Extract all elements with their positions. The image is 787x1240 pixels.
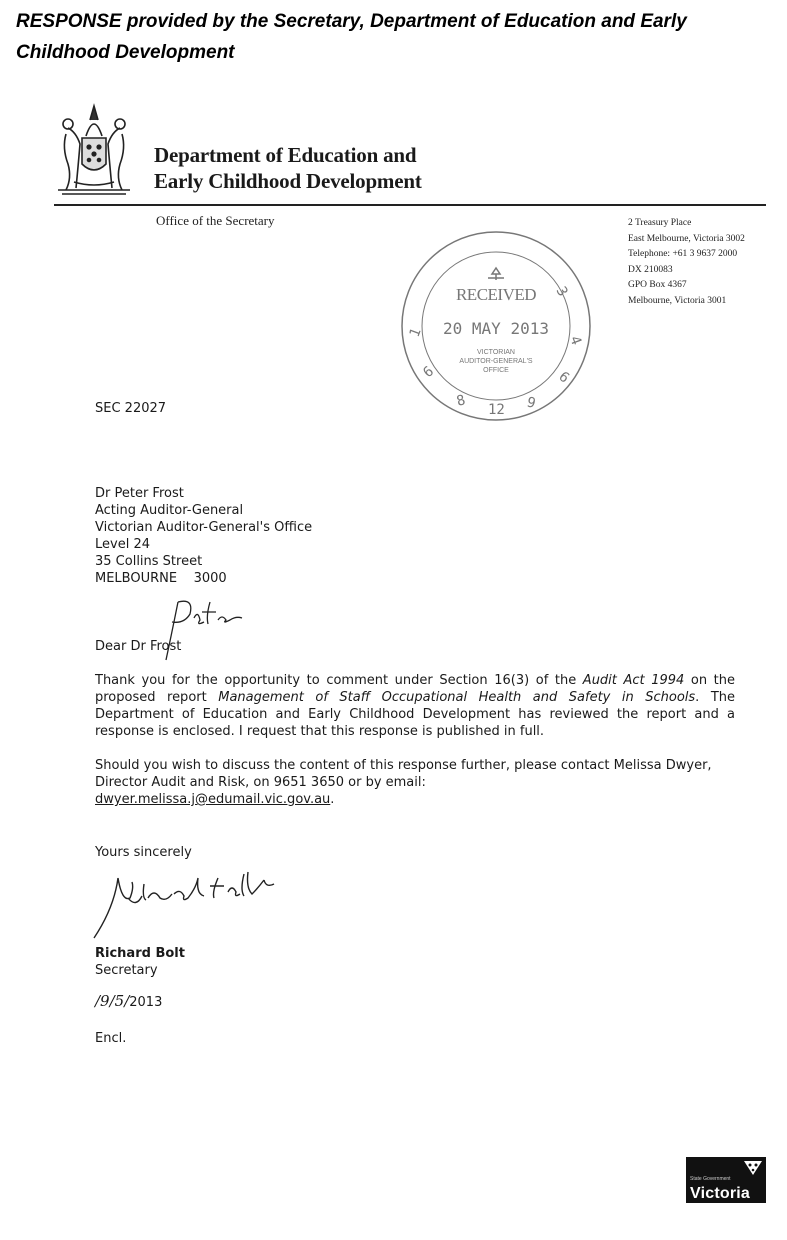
received-stamp bbox=[398, 228, 594, 424]
address-line: East Melbourne, Victoria 3002 bbox=[628, 233, 745, 244]
date-year: 2013 bbox=[129, 995, 163, 1010]
svg-text:6: 6 bbox=[420, 363, 438, 382]
letter-date bbox=[95, 993, 162, 1011]
signatory-title: Secretary bbox=[95, 963, 158, 978]
recipient-line: Level 24 bbox=[95, 537, 150, 552]
document-caption: RESPONSE provided by the Secretary, Department of Education and Early Childhood Development bbox=[16, 11, 687, 63]
para2-text: Should you wish to discuss the content of this response further, please contact Melissa Dwyer, Director Audit and Risk, on 9651 3650 or by email: bbox=[95, 758, 712, 790]
signatory-name: Richard Bolt bbox=[95, 946, 185, 961]
paragraph-contact bbox=[95, 757, 735, 808]
department-name-line1: Department of Education and bbox=[154, 143, 417, 167]
recipient-line: 35 Collins Street bbox=[95, 554, 203, 569]
stamp-received: RECEIVED bbox=[455, 285, 537, 304]
recipient-address bbox=[95, 485, 312, 587]
contact-email-link[interactable]: dwyer.melissa.j@edumail.vic.gov.au bbox=[95, 792, 331, 807]
svg-text:9: 9 bbox=[524, 394, 538, 413]
handwritten-date: /9/5/ bbox=[95, 992, 130, 1010]
para1-text: Thank you for the opportunity to comment under Section 16(3) of the bbox=[95, 673, 583, 688]
para1-text: on the proposed report bbox=[95, 673, 735, 705]
stamp-org-line1: VICTORIAN bbox=[477, 349, 515, 356]
victoria-stars-icon bbox=[742, 1159, 764, 1177]
enclosure-note: Encl. bbox=[95, 1031, 127, 1046]
report-title: Management of Staff Occupational Health and Safety in Schools bbox=[218, 690, 696, 705]
recipient-line: Victorian Auditor-General's Office bbox=[95, 520, 313, 535]
svg-text:1: 1 bbox=[406, 325, 425, 340]
department-name bbox=[154, 142, 422, 194]
coat-of-arms-icon bbox=[54, 98, 134, 198]
address-line: Telephone: +61 3 9637 2000 bbox=[628, 249, 738, 260]
address-line: GPO Box 4367 bbox=[628, 280, 687, 291]
recipient-line: Acting Auditor-General bbox=[95, 503, 244, 518]
address-line: 2 Treasury Place bbox=[628, 218, 692, 228]
department-name-line2: Early Childhood Development bbox=[154, 169, 422, 193]
sender-address bbox=[628, 216, 745, 310]
address-line: DX 210083 bbox=[628, 264, 673, 275]
recipient-line: Dr Peter Frost bbox=[95, 486, 184, 501]
stamp-org-line3: OFFICE bbox=[483, 367, 509, 374]
richard-bolt-signature bbox=[88, 858, 288, 942]
reference-number: SEC 22027 bbox=[95, 401, 167, 416]
para1-text: . The Department of Education and Early Childhood Development has reviewed the report and a response is enclosed. I request that this response is published in full. bbox=[95, 690, 735, 739]
stamp-org-line2: AUDITOR-GENERAL'S bbox=[459, 358, 533, 365]
svg-text:3: 3 bbox=[552, 284, 571, 300]
letterhead-divider bbox=[54, 204, 766, 206]
svg-text:12: 12 bbox=[488, 402, 505, 418]
victoria-logo-text: Victoria bbox=[690, 1185, 750, 1202]
audit-act-title: Audit Act 1994 bbox=[582, 673, 685, 688]
address-line: Melbourne, Victoria 3001 bbox=[628, 295, 727, 306]
svg-text:8: 8 bbox=[454, 392, 468, 410]
salutation: Dear Dr Frost bbox=[95, 639, 182, 654]
svg-text:6: 6 bbox=[555, 368, 573, 387]
stamp-date: 20 MAY 2013 bbox=[443, 319, 549, 338]
office-of-secretary: Office of the Secretary bbox=[156, 213, 275, 228]
victoria-logo-tagline: State Government bbox=[690, 1176, 731, 1182]
closing: Yours sincerely bbox=[95, 845, 192, 860]
paragraph-comment bbox=[95, 672, 735, 740]
svg-text:4: 4 bbox=[566, 333, 585, 348]
para2-end: . bbox=[330, 792, 335, 807]
crown-icon bbox=[488, 268, 504, 280]
recipient-line: MELBOURNE 3000 bbox=[95, 571, 227, 586]
